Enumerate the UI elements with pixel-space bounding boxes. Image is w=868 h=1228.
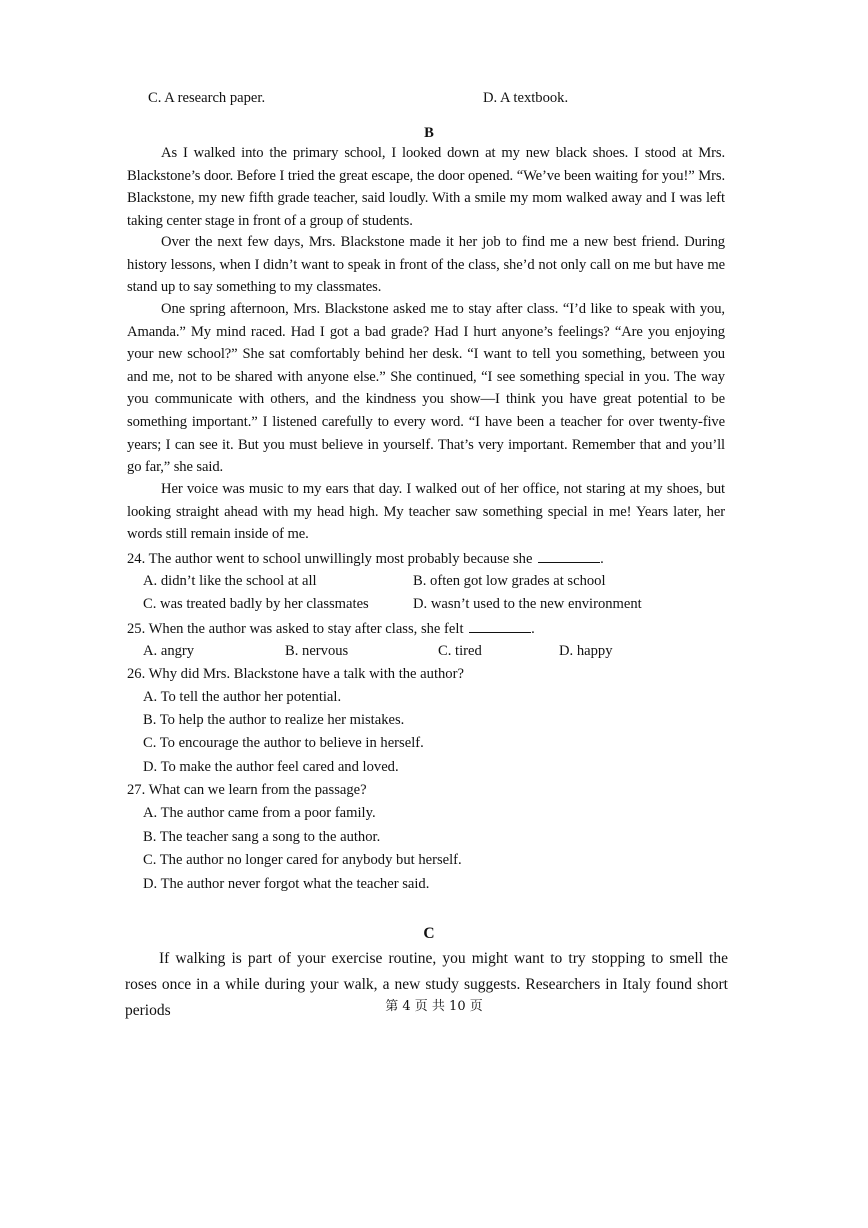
section-b-heading: B	[424, 125, 434, 141]
question-24-stem	[127, 548, 604, 569]
passage-b-paragraph-2: Over the next few days, Mrs. Blackstone made it her job to find me a new best friend. During history lessons, when I didn’t want to speak in front of the class, she’d not only call on me but have me stand up to say something to my classmates.	[127, 234, 725, 296]
question-24-option-d: D. wasn’t used to the new environment	[413, 596, 642, 612]
answer-blank	[538, 548, 600, 563]
section-c-heading: C	[423, 925, 435, 942]
question-26-option-d: D. To make the author feel cared and loved.	[143, 759, 399, 775]
passage-b-paragraph-4: Her voice was music to my ears that day. I walked out of her office, not staring at my shoes, but looking straight ahead with my head high. My teacher saw something special in me! Years later, her words still remain inside of me.	[127, 481, 725, 543]
question-27-stem: 27. What can we learn from the passage?	[127, 782, 367, 798]
passage-c-paragraph-1: If walking is part of your exercise routine, you might want to try stopping to smell the roses once in a while during your walk, a new study suggests. Researchers in Italy found short periods	[125, 950, 728, 1019]
question-24-period: .	[600, 551, 604, 567]
question-26-option-a: A. To tell the author her potential.	[143, 689, 342, 705]
question-27-option-b: B. The teacher sang a song to the author.	[143, 829, 381, 845]
option-c-prev-question: C. A research paper.	[148, 90, 266, 106]
question-26-option-b: B. To help the author to realize her mistakes.	[143, 712, 405, 728]
question-24-option-c: C. was treated badly by her classmates	[143, 596, 369, 612]
question-27-option-a: A. The author came from a poor family.	[143, 805, 376, 821]
passage-b-paragraph-3: One spring afternoon, Mrs. Blackstone asked me to stay after class. “I’d like to speak with you, Amanda.” My mind raced. Had I got a bad grade? Had I hurt anyone’s feelings? “Are you enjoying your new school?” She sat comfortably behind her desk. “I want to tell you something, between you and me, not to be shared with anyone else.” She continued, “I see something special in you. The way you communicate with others, and the kindness you show—I think you have great potential to be something important.” I listened carefully to every word. “I have been a teacher for over twenty-five years; I can see it. But you must believe in yourself. That’s very important. Remember that and you’ll go far,” she said.	[127, 301, 725, 476]
question-25-option-b: B. nervous	[285, 643, 349, 659]
question-25-period: .	[531, 621, 535, 637]
question-24-text: 24. The author went to school unwillingly most probably because she	[127, 551, 533, 567]
question-26-stem: 26. Why did Mrs. Blackstone have a talk with the author?	[127, 666, 464, 682]
question-26-option-c: C. To encourage the author to believe in herself.	[143, 735, 424, 751]
passage-b-paragraph-1: As I walked into the primary school, I looked down at my new black shoes. I stood at Mrs. Blackstone’s door. Before I tried the great escape, the door opened. “We’ve been waiting for you!” Mrs. Blackstone, my new fifth grade teacher, said loudly. With a smile my mom walked away and I was left taking center stage in front of a group of students.	[127, 145, 725, 229]
question-24-option-b: B. often got low grades at school	[413, 573, 606, 589]
question-27-option-d: D. The author never forgot what the teacher said.	[143, 876, 430, 892]
question-25-stem	[127, 618, 535, 639]
question-25-option-a: A. angry	[143, 643, 195, 659]
option-d-prev-question: D. A textbook.	[483, 90, 569, 106]
question-24-option-a: A. didn’t like the school at all	[143, 573, 317, 589]
question-27-option-c: C. The author no longer cared for anybody but herself.	[143, 852, 462, 868]
question-25-option-c: C. tired	[438, 643, 482, 659]
question-25-text: 25. When the author was asked to stay after class, she felt	[127, 621, 464, 637]
page-footer: 第 4 页 共 10 页	[385, 999, 483, 1014]
answer-blank	[469, 618, 531, 633]
question-25-option-d: D. happy	[559, 643, 613, 659]
